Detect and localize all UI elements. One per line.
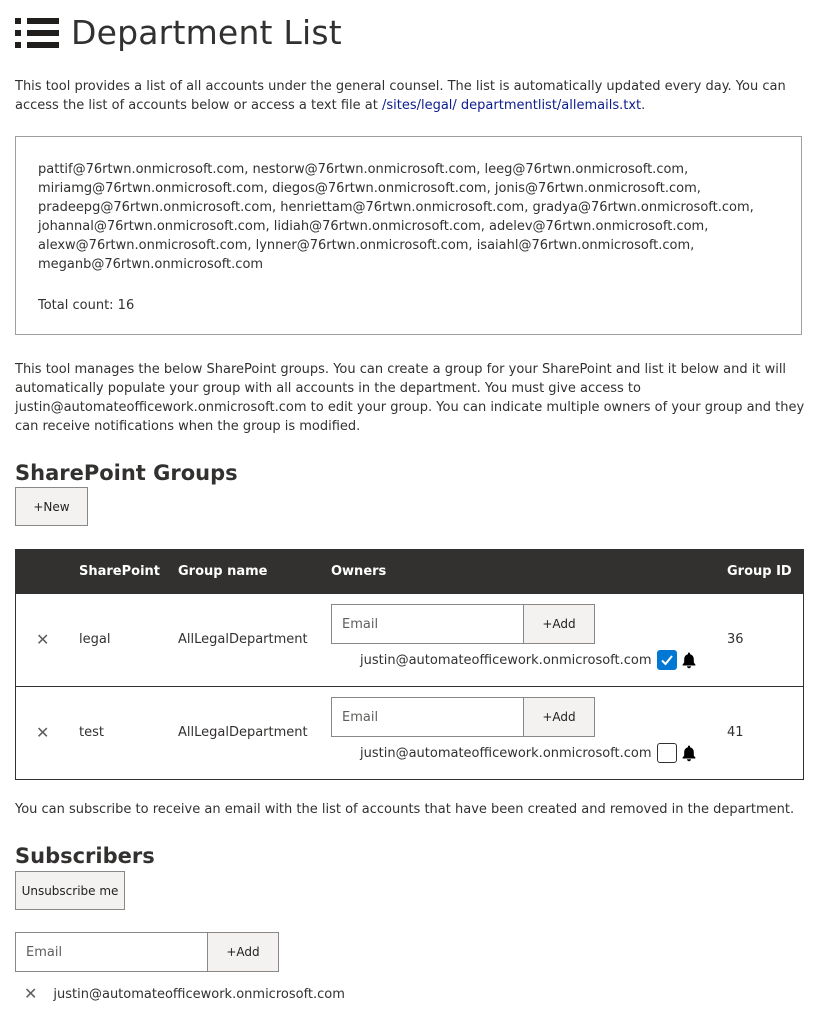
row-sharepoint: test [79, 725, 104, 740]
owner-entry [360, 743, 698, 763]
subscriber-email: justin@automateofficework.onmicrosoft.com [53, 986, 345, 1002]
groups-intro-text: This tool manages the below SharePoint groups. You can create a group for your SharePoint and list it below and it will automatically populate your group with all accounts in the department. You must give access to justin@automateofficework.onmicrosoft.com to edit your group. You can indicate multiple owners of your group and they can receive notifications when the group is modified. [15, 362, 805, 434]
row-group-id: 41 [727, 725, 744, 740]
bell-icon [680, 651, 698, 669]
page-title: Department List [71, 13, 342, 52]
table-header [16, 550, 803, 593]
owner-email: justin@automateofficework.onmicrosoft.com [360, 652, 652, 668]
add-subscriber-button[interactable]: +Add [207, 932, 279, 972]
groups-table [15, 549, 804, 780]
check-icon [659, 652, 675, 668]
subscriber-email-input[interactable] [15, 932, 208, 972]
close-icon[interactable]: ✕ [36, 723, 50, 742]
table-row [16, 686, 803, 779]
subscribe-intro-text: You can subscribe to receive an email with the list of accounts that have been created and removed in the department. [15, 802, 795, 817]
owner-email-input[interactable] [331, 697, 524, 737]
accounts-line: alexw@76rtwn.onmicrosoft.com, lynner@76rtwn.onmicrosoft.com, isaiahl@76rtwn.onmicrosoft.com, [38, 238, 695, 253]
owner-entry [360, 650, 698, 670]
unsubscribe-button[interactable]: Unsubscribe me [15, 871, 125, 910]
add-owner-button[interactable]: +Add [523, 604, 595, 644]
accounts-line: meganb@76rtwn.onmicrosoft.com [38, 257, 264, 272]
intro-text [15, 77, 805, 115]
row-sharepoint: legal [79, 632, 111, 647]
sharepoint-groups-heading: SharePoint Groups [15, 461, 238, 485]
accounts-box [15, 136, 802, 335]
owner-email: justin@automateofficework.onmicrosoft.com [360, 745, 652, 761]
notify-checkbox[interactable] [657, 743, 677, 763]
owner-email-input[interactable] [331, 604, 524, 644]
page-header [15, 12, 342, 54]
allemails-link[interactable]: /sites/legal/ departmentlist/allemails.txt [381, 98, 642, 113]
row-group-id: 36 [727, 632, 744, 647]
accounts-line: pradeepg@76rtwn.onmicrosoft.com, henriettam@76rtwn.onmicrosoft.com, gradya@76rtwn.onmicrosoft.com, [38, 200, 754, 215]
row-group-name: AllLegalDepartment [178, 725, 308, 740]
accounts-line: miriamg@76rtwn.onmicrosoft.com, diegos@76rtwn.onmicrosoft.com, jonis@76rtwn.onmicrosoft.com, [38, 181, 701, 196]
bell-icon [680, 744, 698, 762]
list-icon [15, 17, 61, 49]
row-group-name: AllLegalDepartment [178, 632, 308, 647]
column-owners: Owners [331, 564, 387, 579]
column-group-id: Group ID [727, 564, 792, 579]
total-count: Total count: 16 [38, 298, 135, 313]
column-sharepoint: SharePoint [79, 564, 161, 579]
add-owner-button[interactable]: +Add [523, 697, 595, 737]
intro-body: This tool provides a list of all accounts under the general counsel. The list is automatically updated every day. You can access the list of accounts below or access a text file at [15, 79, 786, 113]
table-row [16, 593, 803, 686]
accounts-line: pattif@76rtwn.onmicrosoft.com, nestorw@76rtwn.onmicrosoft.com, leeg@76rtwn.onmicrosoft.com, [38, 162, 689, 177]
intro-suffix: . [641, 98, 646, 113]
new-group-button[interactable]: +New [15, 487, 88, 526]
close-icon[interactable]: ✕ [24, 984, 38, 1003]
list-item [15, 984, 345, 1004]
notify-checkbox[interactable] [657, 650, 677, 670]
column-group-name: Group name [178, 564, 268, 579]
accounts-line: johannal@76rtwn.onmicrosoft.com, lidiah@76rtwn.onmicrosoft.com, adelev@76rtwn.onmicrosoft.com, [38, 219, 709, 234]
close-icon[interactable]: ✕ [36, 630, 50, 649]
subscribers-heading: Subscribers [15, 844, 155, 868]
